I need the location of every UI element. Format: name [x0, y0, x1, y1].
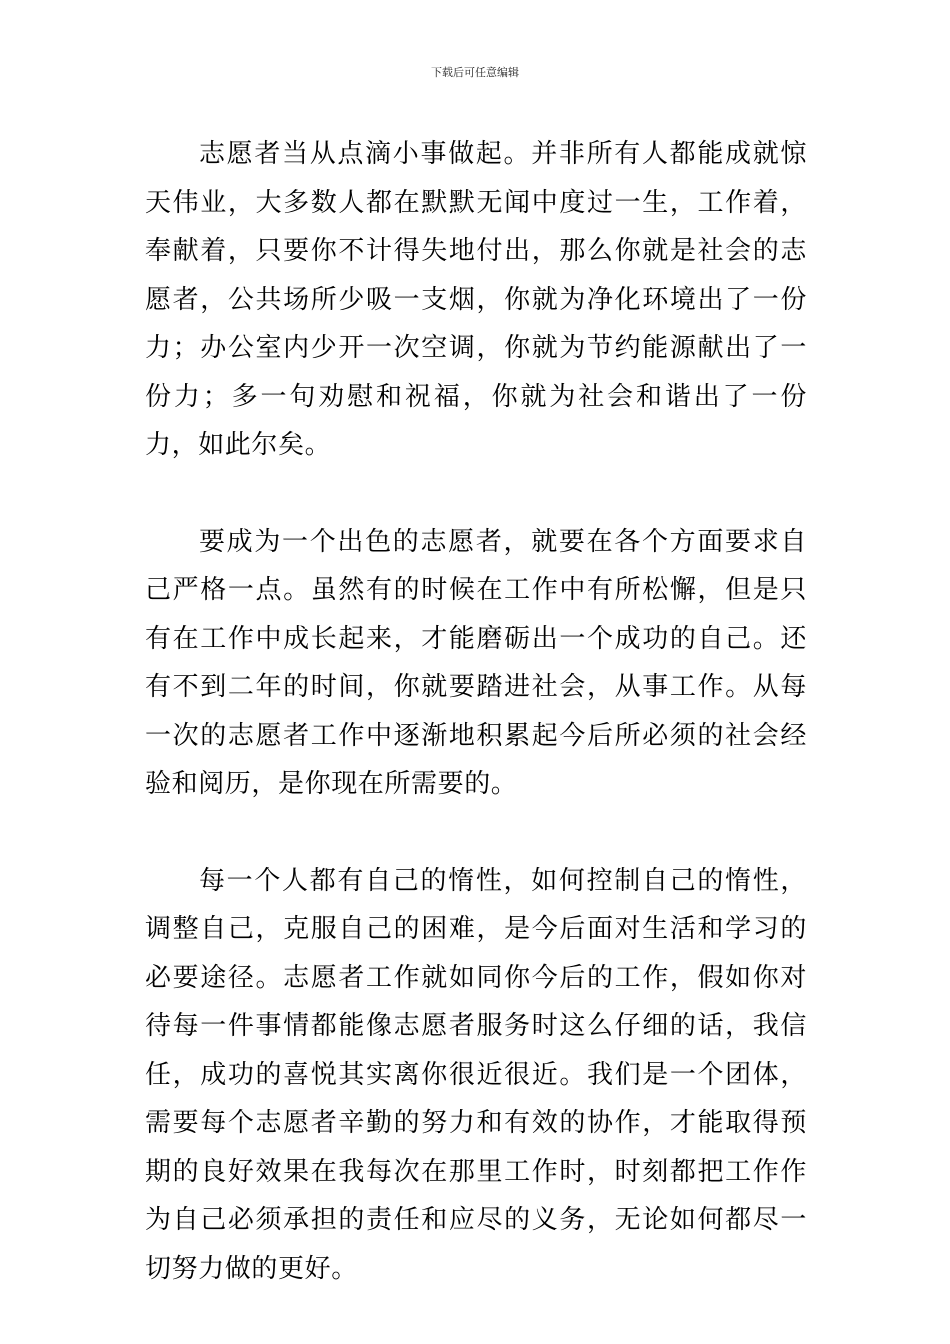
document-body: [145, 130, 807, 1293]
paragraph-3: 每一个人都有自己的惰性，如何控制自己的惰性，调整自己，克服自己的困难，是今后面对生活和学习的必要途径。志愿者工作就如同你今后的工作，假如你对待每一件事情都能像志愿者服务时这么仔细的话，我信任，成功的喜悦其实离你很近很近。我们是一个团体，需要每个志愿者辛勤的努力和有效的协作，才能取得预期的良好效果在我每次在那里工作时，时刻都把工作作为自己必须承担的责任和应尽的义务，无论如何都尽一切努力做的更好。: [145, 865, 807, 1284]
page-header: 下载后可任意编辑: [431, 66, 519, 79]
paragraph-2: 要成为一个出色的志愿者，就要在各个方面要求自己严格一点。虽然有的时候在工作中有所松懈，但是只有在工作中成长起来，才能磨砺出一个成功的自己。还有不到二年的时间，你就要踏进社会，从事工作。从每一次的志愿者工作中逐渐地积累起今后所必须的社会经验和阅历，是你现在所需要的。: [145, 526, 807, 799]
paragraph-1: 志愿者当从点滴小事做起。并非所有人都能成就惊天伟业，大多数人都在默默无闻中度过一生，工作着，奉献着，只要你不计得失地付出，那么你就是社会的志愿者，公共场所少吸一支烟，你就为净化环境出了一份力；办公室内少开一次空调，你就为节约能源献出了一份力；多一句劝慰和祝福，你就为社会和谐出了一份力，如此尔矣。: [145, 139, 807, 460]
